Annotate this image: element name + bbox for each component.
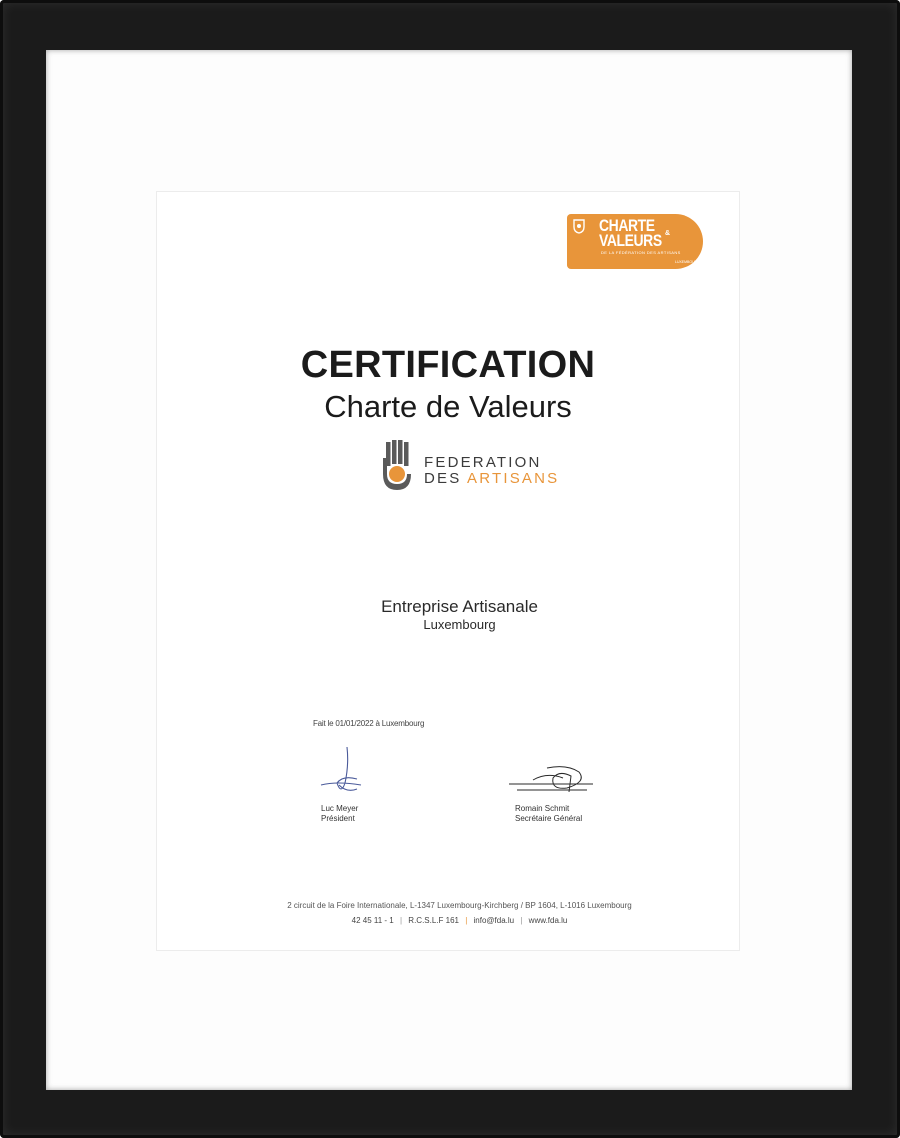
signatory-president [321,804,358,824]
signatory-name: Romain Schmit [515,804,570,813]
signatory-name: Luc Meyer [321,804,359,813]
badge-line-3: DE LA FÉDÉRATION DES ARTISANS [601,250,681,255]
certificate-subtitle: Charte de Valeurs [324,389,572,424]
footer-separator: | [465,916,468,925]
footer-web[interactable]: www.fda.lu [528,916,568,925]
footer-contact [157,916,762,925]
signatory-role: Président [321,814,355,823]
footer-separator: | [399,916,403,925]
logo-line-2-orange: ARTISANS [467,470,560,487]
company-name: Entreprise Artisanale [381,597,538,616]
badge-ampersand: & [665,230,671,237]
date-line: Fait le 01/01/2022 à Luxembourg [313,719,425,728]
badge-line-2: VALEURS [599,231,662,250]
footer-email[interactable]: info@fda.lu [473,916,515,925]
logo-line-1: FEDERATION [424,454,542,471]
hand-icon [382,440,412,492]
crest-icon [572,218,586,234]
federation-logo [382,440,560,494]
certificate-title: CERTIFICATION [300,344,596,386]
badge-line-1: CHARTE [599,216,655,235]
certificate-sheet [157,192,739,950]
footer-address: 2 circuit de la Foire Internationale, L-1347 Luxembourg-Kirchberg / BP 1604, L-1016 Luxembourg [287,901,632,910]
logo-line-2 [424,470,559,487]
company-city: Luxembourg [423,617,496,632]
footer-separator: | [520,916,523,925]
logo-line-2-dark: DES [424,470,462,487]
signature-secretary [507,762,597,802]
signature-president [317,745,367,805]
signatory-role: Secrétaire Général [515,814,583,823]
charte-valeurs-badge [567,214,703,269]
signatory-secretary [515,804,582,824]
footer-rcs: R.C.S.L.F 161 [408,916,459,925]
footer-phone: 42 45 11 - 1 [351,916,394,925]
badge-line-4: LUXEMBOURG [675,260,700,264]
